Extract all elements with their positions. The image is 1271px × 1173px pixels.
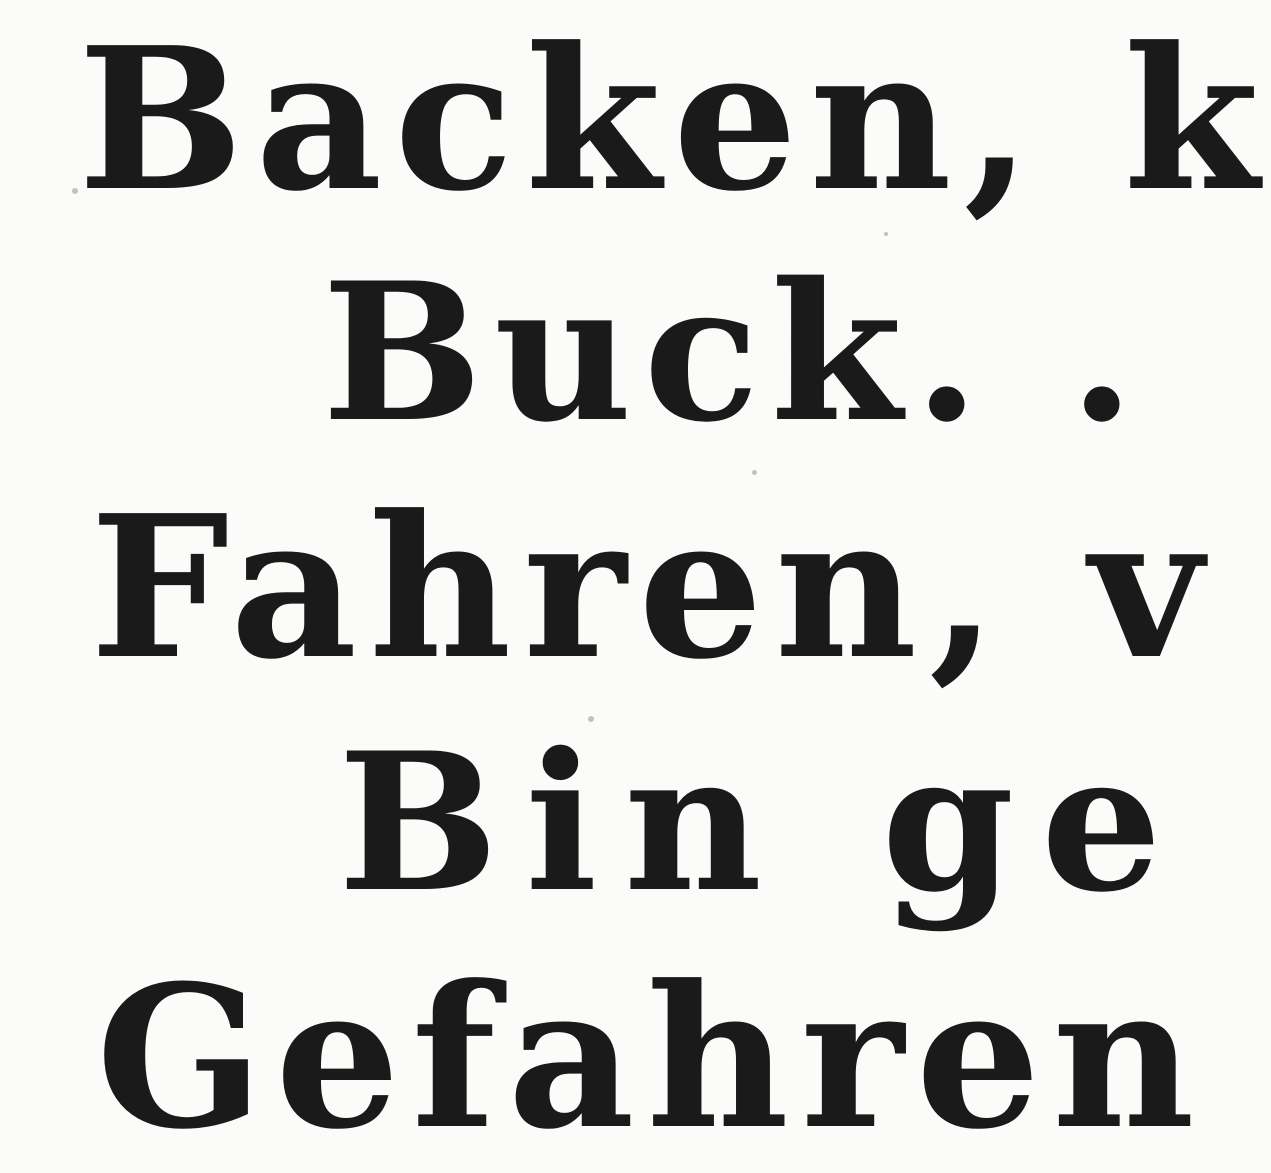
text-line-backen: Backen, k xyxy=(78,5,1271,235)
text-line-buck: Buck. . xyxy=(322,241,1147,464)
text-line-fahren: Fahren, v xyxy=(90,473,1215,703)
text-line-partial: Gefahren xyxy=(96,943,1207,1173)
text-line-bin-ge: Bin ge xyxy=(338,711,1189,934)
